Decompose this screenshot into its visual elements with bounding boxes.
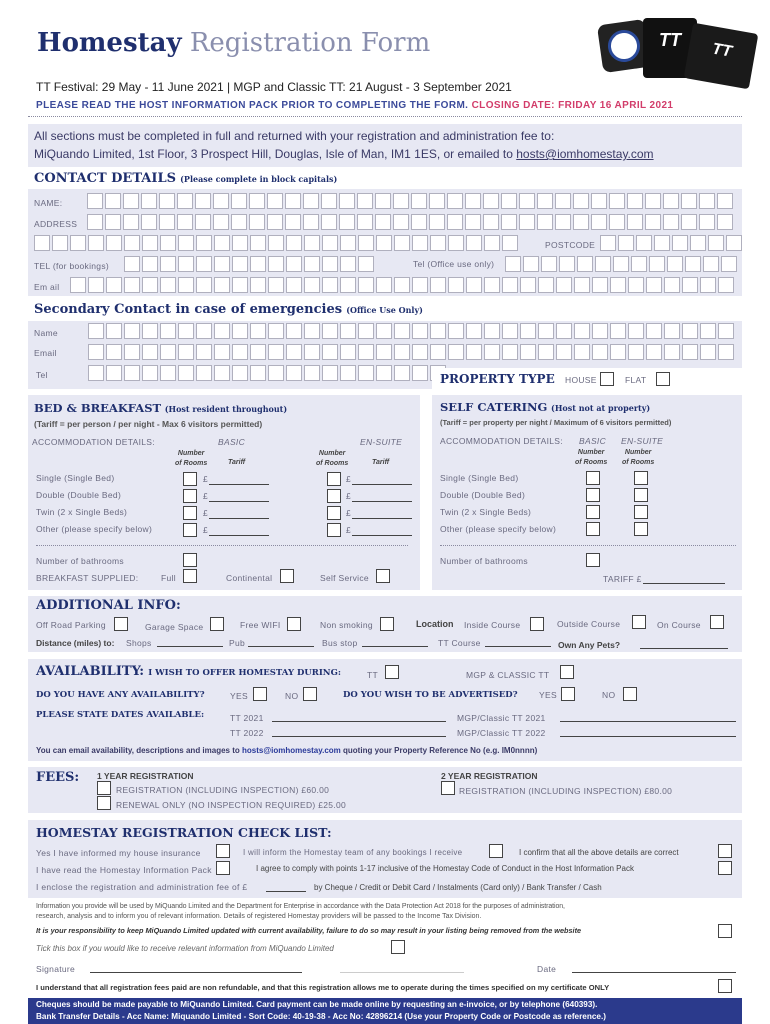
full-breakfast-checkbox[interactable] [183, 569, 197, 583]
bb-ensuite-tariff-header: Tariff [372, 459, 390, 466]
tel-office-field[interactable] [505, 256, 737, 272]
bb-bathrooms-box[interactable] [183, 553, 197, 567]
nonsmoking-label: Non smoking [320, 620, 373, 630]
location-label: Location [416, 619, 454, 629]
secondary-tel-label: Tel [36, 370, 48, 380]
name-label: NAME: [34, 198, 63, 208]
bb-basic-rooms-header: Number of Rooms [175, 450, 208, 467]
dates-label: PLEASE STATE DATES AVAILABLE: [36, 710, 205, 720]
sc-basic-double-rooms[interactable] [586, 488, 600, 502]
bb-ensuite-single-tariff[interactable] [352, 484, 412, 485]
bb-pound: £ [203, 508, 209, 518]
pub-field[interactable] [248, 646, 314, 647]
tel-label: TEL (for bookings) [34, 261, 110, 271]
avail-tt-label: TT [367, 670, 378, 680]
on-course-checkbox[interactable] [710, 615, 724, 629]
outside-course-checkbox[interactable] [632, 615, 646, 629]
code-of-conduct-checkbox[interactable] [718, 861, 732, 875]
sc-ensuite-single-rooms[interactable] [634, 471, 648, 485]
renewal-label: RENEWAL ONLY (NO INSPECTION REQUIRED) £25.00 [116, 800, 346, 810]
avail-yes-checkbox[interactable] [253, 687, 267, 701]
secondary-email-label: Email [34, 348, 57, 358]
bb-other-label: Other (please specify below) [36, 524, 153, 534]
bb-ensuite-other-tariff[interactable] [352, 535, 412, 536]
bb-tariff-note: (Tariff = per person / per night - Max 6 visitors permitted) [34, 419, 263, 429]
house-checkbox[interactable] [600, 372, 614, 386]
garage-label: Garage Space [145, 622, 204, 632]
warning-checkbox[interactable] [718, 924, 732, 938]
bb-ensuite-other-rooms[interactable] [327, 523, 341, 537]
advertise-yes-checkbox[interactable] [561, 687, 575, 701]
postcode-field[interactable] [600, 235, 742, 251]
marketing-label: Tick this box if you would like to receive relevant information from MiQuando Limited [36, 944, 334, 953]
bb-ensuite-double-tariff[interactable] [352, 501, 412, 502]
bb-single-label: Single (Single Bed) [36, 473, 115, 483]
sc-bathrooms-label: Number of bathrooms [440, 556, 528, 566]
checklist-heading: HOMESTAY REGISTRATION CHECK LIST: [36, 825, 332, 840]
bb-pound: £ [346, 525, 352, 535]
inside-course-label: Inside Course [464, 620, 521, 630]
sc-basic-twin-rooms[interactable] [586, 505, 600, 519]
bb-basic-other-rooms[interactable] [183, 523, 197, 537]
sc-basic-label: BASIC [579, 436, 607, 446]
refund-statement: I understand that all registration fees paid are non refundable, and that this registration allows me to operate during the times specified on my certificate ONLY [36, 983, 610, 992]
fees-heading: FEES: [36, 770, 80, 785]
tt2021-field[interactable] [272, 721, 446, 722]
insurance-checkbox[interactable] [216, 844, 230, 858]
address-field-1[interactable] [87, 214, 733, 230]
address-label: ADDRESS [34, 219, 78, 229]
bb-pound: £ [203, 525, 209, 535]
sc-ensuite-other-rooms[interactable] [634, 522, 648, 536]
parking-checkbox[interactable] [114, 617, 128, 631]
confirm-checkbox[interactable] [718, 844, 732, 858]
outside-course-label: Outside Course [557, 619, 621, 629]
code-of-conduct-label: I agree to comply with points 1-17 inclusive of the Homestay Code of Conduct in the Host Information Pack [256, 864, 634, 873]
sc-ensuite-twin-rooms[interactable] [634, 505, 648, 519]
bb-basic-double-rooms[interactable] [183, 489, 197, 503]
availability-note: You can email availability, descriptions and images to hosts@iomhomestay.com quoting your Property Reference No (e.g. IM0nnnn) [36, 746, 538, 755]
shops-field[interactable] [157, 646, 223, 647]
flat-checkbox[interactable] [656, 372, 670, 386]
bb-basic-single-rooms[interactable] [183, 472, 197, 486]
on-course-label: On Course [657, 620, 701, 630]
tt2022-label: TT 2022 [230, 728, 264, 738]
pets-field[interactable] [640, 648, 728, 649]
secondary-email-field[interactable] [88, 344, 734, 360]
availability-question: DO YOU HAVE ANY AVAILABILITY? [36, 690, 205, 700]
info-pack-label: I have read the Homestay Information Pack [36, 865, 212, 875]
classic-tt-logo-icon: TT [684, 23, 759, 90]
avail-tt-checkbox[interactable] [385, 665, 399, 679]
self-service-checkbox[interactable] [376, 569, 390, 583]
sc-single-label: Single (Single Bed) [440, 473, 519, 483]
sc-twin-label: Twin (2 x Single Beds) [440, 507, 532, 517]
bb-ensuite-double-rooms[interactable] [327, 489, 341, 503]
bb-heading: BED & BREAKFAST (Host resident throughout) [34, 401, 288, 415]
sc-double-label: Double (Double Bed) [440, 490, 526, 500]
renewal-checkbox[interactable] [97, 796, 111, 810]
sc-bathrooms-box[interactable] [586, 553, 600, 567]
pets-label: Own Any Pets? [558, 640, 621, 650]
advertise-no-label: NO [602, 690, 616, 700]
signature-field[interactable] [90, 972, 302, 973]
avail-no-checkbox[interactable] [303, 687, 317, 701]
breakfast-label: BREAKFAST SUPPLIED: [36, 573, 139, 583]
intro-text: All sections must be completed in full and returned with your registration and administration fee to: [34, 129, 555, 143]
pub-label: Pub [229, 638, 246, 648]
bb-bathrooms-label: Number of bathrooms [36, 556, 124, 566]
tel-field[interactable] [124, 256, 374, 272]
fee-label: I enclose the registration and administration fee of £ [36, 882, 248, 892]
privacy-line-1: Information you provide will be used by MiQuando Limited and the Department for Enterprise in accordance with the Data Protection Act 2018 for the purposes of administration, [36, 903, 565, 910]
sc-basic-rooms-header: Number of Rooms [575, 449, 608, 466]
marketing-checkbox[interactable] [391, 940, 405, 954]
event-dates: TT Festival: 29 May - 11 June 2021 | MGP and Classic TT: 21 August - 3 September 2021 [36, 80, 512, 94]
privacy-line-2: research, analysis and to inform you of relevant information. Details of registered Homestay providers will be passed to the Income Tax Division. [36, 913, 482, 920]
distance-label: Distance (miles) to: [36, 638, 115, 648]
sc-tariff-note: (Tariff = per property per night / Maximum of 6 visitors permitted) [440, 418, 672, 427]
email-label: Em ail [34, 282, 60, 292]
page-title: Homestay Registration Form [37, 28, 431, 58]
tt2022-field[interactable] [272, 736, 446, 737]
bb-ensuite-label: EN-SUITE [360, 437, 403, 447]
avail-mgp-checkbox[interactable] [560, 665, 574, 679]
wifi-checkbox[interactable] [287, 617, 301, 631]
secondary-name-label: Name [34, 328, 58, 338]
payment-methods: by Cheque / Credit or Debit Card / Instalments (Card only) / Bank Transfer / Cash [314, 883, 602, 892]
bb-pound: £ [346, 491, 352, 501]
availability-warning: It is your responsibility to keep MiQuando Limited updated with current availability, failure to do so may result in your listing being removed from the website [36, 926, 582, 935]
notice: PLEASE READ THE HOST INFORMATION PACK PRIOR TO COMPLETING THE FORM. CLOSING DATE: FRIDAY 16 APRIL 2021 [36, 100, 674, 111]
email-field[interactable] [70, 277, 734, 293]
secondary-name-field[interactable] [88, 323, 734, 339]
advertise-no-checkbox[interactable] [623, 687, 637, 701]
bb-double-label: Double (Double Bed) [36, 490, 122, 500]
garage-checkbox[interactable] [210, 617, 224, 631]
sc-basic-other-rooms[interactable] [586, 522, 600, 536]
address-field-2[interactable] [34, 235, 518, 251]
mgp2022-label: MGP/Classic TT 2022 [457, 728, 546, 738]
secondary-heading: Secondary Contact in case of emergencies (Office Use Only) [34, 302, 423, 317]
avail-yes-label: YES [230, 691, 248, 701]
info-pack-checkbox[interactable] [216, 861, 230, 875]
avail-mgp-label: MGP & CLASSIC TT [466, 670, 550, 680]
intro-address: MiQuando Limited, 1st Floor, 3 Prospect Hill, Douglas, Isle of Man, IM1 1ES, or emailed to hosts@iomhomestay.com [34, 147, 654, 161]
sc-tariff-field[interactable] [643, 583, 725, 584]
bus-field[interactable] [362, 646, 428, 647]
postcode-label: POSTCODE [545, 240, 596, 250]
bus-label: Bus stop [322, 638, 358, 648]
bb-basic-twin-rooms[interactable] [183, 506, 197, 520]
mgp2022-field[interactable] [560, 736, 736, 737]
advertise-question: DO YOU WISH TO BE ADVERTISED? [343, 690, 518, 700]
mgp2021-field[interactable] [560, 721, 736, 722]
bb-ensuite-rooms-header: Number of Rooms [316, 450, 349, 467]
bb-basic-other-tariff[interactable] [209, 535, 269, 536]
continental-label: Continental [226, 573, 273, 583]
bb-ensuite-twin-tariff[interactable] [352, 518, 412, 519]
date-field[interactable] [572, 972, 736, 973]
inside-course-checkbox[interactable] [530, 617, 544, 631]
footer-bank: Bank Transfer Details - Acc Name: Miquando Limited - Sort Code: 40-19-38 - Acc No: 42896214 (Use your Property Code or Postcode as reference.) [36, 1012, 606, 1021]
inform-label: I will inform the Homestay team of any bookings I receive [243, 848, 463, 857]
nonsmoking-checkbox[interactable] [380, 617, 394, 631]
sc-tariff-label: TARIFF £ [603, 574, 642, 584]
sc-ensuite-double-rooms[interactable] [634, 488, 648, 502]
bb-basic-twin-tariff[interactable] [209, 518, 269, 519]
insurance-label: Yes I have informed my house insurance [36, 848, 201, 858]
bb-ensuite-single-rooms[interactable] [327, 472, 341, 486]
full-label: Full [161, 573, 176, 583]
bb-pound: £ [346, 508, 352, 518]
sc-heading: SELF CATERING (Host not at property) [440, 400, 651, 414]
reg1-label: REGISTRATION (INCLUDING INSPECTION) £60.00 [116, 785, 330, 795]
sc-ensuite-label: EN-SUITE [621, 436, 664, 446]
bb-pound: £ [203, 474, 209, 484]
sc-acc-label: ACCOMMODATION DETAILS: [440, 436, 563, 446]
tel-office-label: Tel (Office use only) [413, 259, 495, 269]
signature-aux-field[interactable] [340, 972, 464, 973]
bb-pound: £ [346, 474, 352, 484]
tt2021-label: TT 2021 [230, 713, 264, 723]
reg2-checkbox[interactable] [441, 781, 455, 795]
additional-heading: ADDITIONAL INFO: [36, 598, 181, 613]
reg1-checkbox[interactable] [97, 781, 111, 795]
secondary-tel-field[interactable] [88, 365, 446, 381]
fees-1yr-label: 1 YEAR REGISTRATION [97, 771, 194, 781]
availability-heading: AVAILABILITY: I WISH TO OFFER HOMESTAY DURING: [36, 664, 341, 679]
footer-cheques: Cheques should be made payable to MiQuando Limited. Card payment can be made online by requesting an e-invoice, or by telephone (640393). [36, 1000, 598, 1009]
fee-amount-field[interactable] [266, 891, 306, 892]
sc-basic-single-rooms[interactable] [586, 471, 600, 485]
parking-label: Off Road Parking [36, 620, 106, 630]
sc-ensuite-rooms-header: Number of Rooms [622, 449, 655, 466]
property-type-heading: PROPERTY TYPE [440, 372, 555, 386]
refund-checkbox[interactable] [718, 979, 732, 993]
tt-course-field[interactable] [485, 646, 551, 647]
bb-acc-label: ACCOMMODATION DETAILS: [32, 437, 155, 447]
tt-logo-icon: TT [643, 18, 697, 78]
self-service-label: Self Service [320, 573, 369, 583]
sc-other-label: Other (please specify below) [440, 524, 557, 534]
advertise-yes-label: YES [539, 690, 557, 700]
bb-basic-label: BASIC [218, 437, 246, 447]
confirm-label: I confirm that all the above details are correct [519, 848, 679, 857]
bb-pound: £ [203, 491, 209, 501]
shops-label: Shops [126, 638, 152, 648]
bb-basic-double-tariff[interactable] [209, 501, 269, 502]
bb-basic-single-tariff[interactable] [209, 484, 269, 485]
bb-twin-label: Twin (2 x Single Beds) [36, 507, 128, 517]
wifi-label: Free WIFI [240, 620, 281, 630]
date-label: Date [537, 964, 557, 974]
name-field[interactable] [87, 193, 733, 209]
contact-heading: CONTACT DETAILS (Please complete in block capitals) [34, 171, 338, 186]
continental-checkbox[interactable] [280, 569, 294, 583]
inform-checkbox[interactable] [489, 844, 503, 858]
tt-course-label: TT Course [438, 638, 481, 648]
reg2-label: REGISTRATION (INCLUDING INSPECTION) £80.00 [459, 786, 673, 796]
bb-ensuite-twin-rooms[interactable] [327, 506, 341, 520]
house-label: HOUSE [565, 375, 597, 385]
signature-label: Signature [36, 964, 76, 974]
avail-no-label: NO [285, 691, 299, 701]
bb-basic-tariff-header: Tariff [228, 459, 246, 466]
flat-label: FLAT [625, 375, 647, 385]
mgp2021-label: MGP/Classic TT 2021 [457, 713, 546, 723]
fees-2yr-label: 2 YEAR REGISTRATION [441, 771, 538, 781]
email-link[interactable]: hosts@iomhomestay.com [516, 147, 654, 161]
